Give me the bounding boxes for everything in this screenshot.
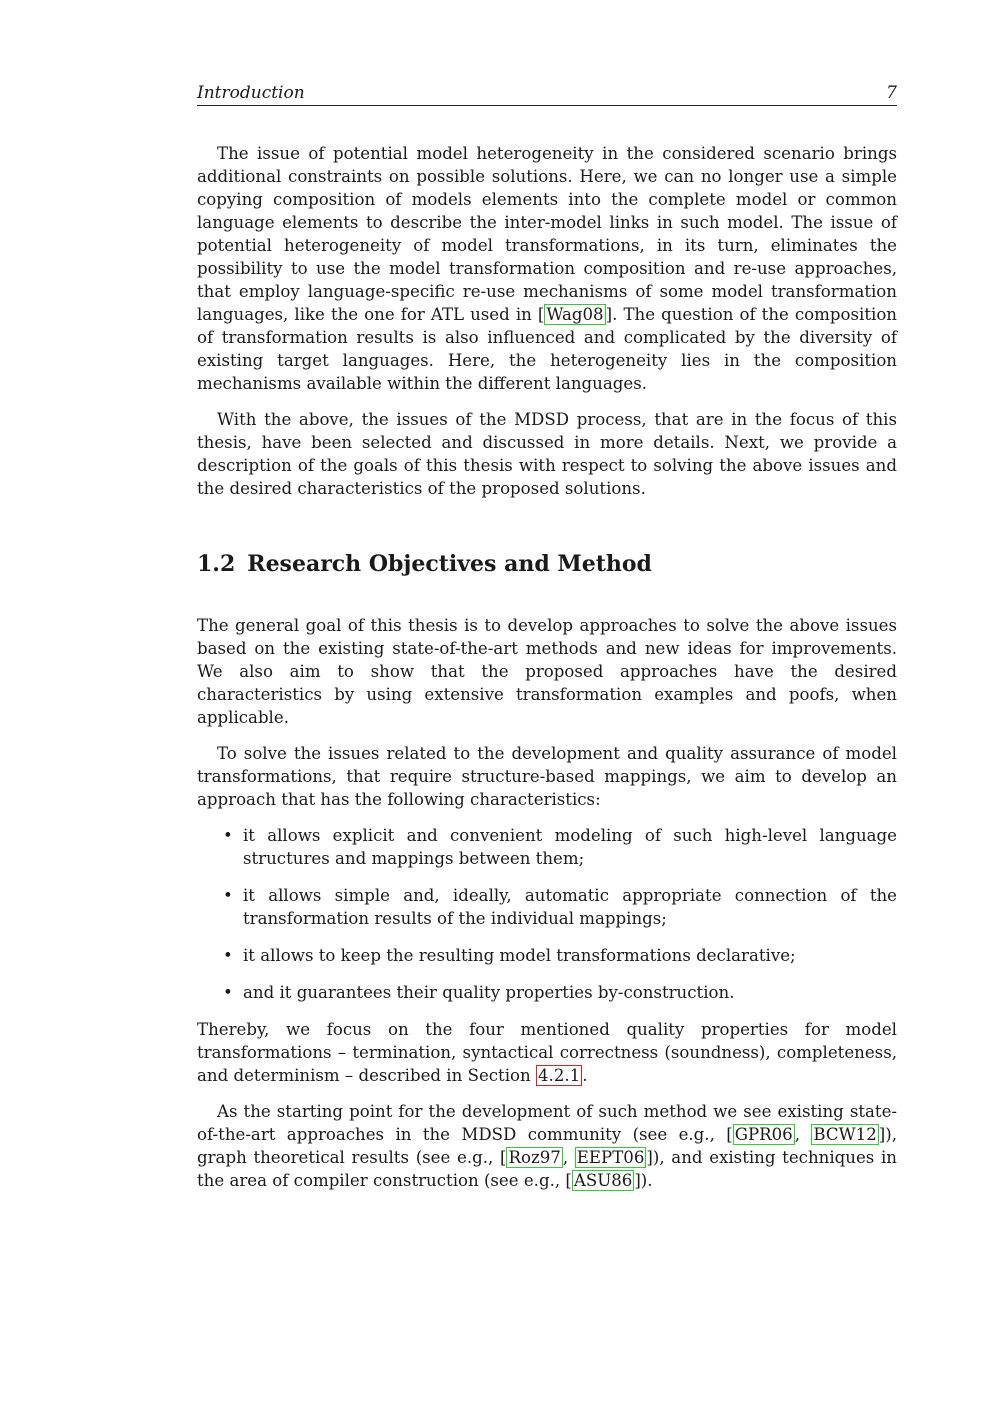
page [197,83,897,1205]
text-span: , [562,1148,575,1167]
citation-roz97[interactable]: Roz97 [508,1148,561,1167]
section-reference-4-2-1[interactable]: 4.2.1 [537,1066,581,1085]
paragraph-heterogeneity: The issue of potential model heterogeneity in the considered scenario brings additional constraints on possible solutions. Here, we can no longer use a simple copying composition of models elements into the complete model or common language elements to describe the inter-model links in such model. The issue of potential heterogeneity of model transformations, in its turn, eliminates the possibility to use the model transformation composition and re-use approaches, that employ language-specific re-use mechanisms of some model transformation languages, like the one for ATL used in [ Wag08 ]. The question of the composition of transformation results is also influenced and complicated by the diversity of existing target languages. Here, the heterogeneity lies in the composition mechanisms available within the different languages. [197,144,897,393]
text-span: As the starting point for the development of such method we see existing state-of-the-art approaches in the MDSD community (see e.g., [ [197,1102,897,1144]
citation-bcw12[interactable]: BCW12 [813,1125,877,1144]
list-item: • and it guarantees their quality properties by-construction. [197,981,897,1004]
text-span: Thereby, we focus on the four mentioned quality properties for model transformations – termination, syntactical correctness (soundness), completeness, and determinism – described in Section [197,1020,897,1085]
text-span: ]), and existing techniques in the area of compiler construction (see e.g., [ [197,1148,897,1190]
text-span: . [582,1066,588,1085]
list-item: • it allows simple and, ideally, automatic appropriate connection of the transformation results of the individual mappings; [197,884,897,930]
paragraph-general-goal: The general goal of this thesis is to develop approaches to solve the above issues based on the existing state-of-the-art methods and new ideas for improvements. We also aim to show that the proposed approaches have the desired characteristics by using extensive transformation examples and poofs, when applicable. [197,616,897,727]
body-text [197,142,897,1192]
section-number: 1.2 [197,551,236,577]
text-span: , [794,1125,812,1144]
paragraph-starting-point [197,1100,897,1192]
text-span: The issue of potential model heterogeneity in the considered scenario brings additional constraints on possible solutions. Here, we can no longer use a simple copying composition of models elements into the complete model or common language elements to describe the inter-model links in such model. The issue of potential heterogeneity of model transformations, in its turn, eliminates the possibility to use the model transformation composition and re-use approaches, that employ language-specific re-use mechanisms of some model transformation languages, like the one for ATL used in [197,144,897,324]
characteristics-list [197,824,897,1004]
section-heading [197,550,897,578]
section-title: Research Objectives and Method [247,551,652,577]
list-item: • it allows explicit and convenient modeling of such high-level language structures and mappings between them; [197,824,897,870]
text-span: ]), graph theoretical results (see e.g., [ [197,1125,897,1167]
header-title: Introduction [197,83,305,103]
text-span: ]). [634,1171,653,1190]
running-header [197,83,897,106]
citation-wag08[interactable]: Wag08 [546,305,604,324]
text-span: . The question of the composition of transformation results is also influenced and complicated by the diversity of existing target languages. Here, the heterogeneity lies in the composition mechanisms available within the different languages. [197,305,897,393]
page-number: 7 [886,83,897,103]
paragraph-summary: With the above, the issues of the MDSD process, that are in the focus of this thesis, have been selected and discussed in more details. Next, we provide a description of the goals of this thesis with respect to solving the above issues and the desired characteristics of the proposed solutions. [197,410,897,498]
paragraph-characteristics-intro: To solve the issues related to the development and quality assurance of model transformations, that require structure-based mappings, we aim to develop an approach that has the following characteristics: [197,744,897,809]
list-item: • it allows to keep the resulting model transformations declarative; [197,944,897,967]
citation-eept06[interactable]: EEPT06 [576,1148,645,1167]
citation-asu86[interactable]: ASU86 [573,1171,633,1190]
paragraph-quality-properties [197,1018,897,1087]
citation-gpr06[interactable]: GPR06 [734,1125,793,1144]
